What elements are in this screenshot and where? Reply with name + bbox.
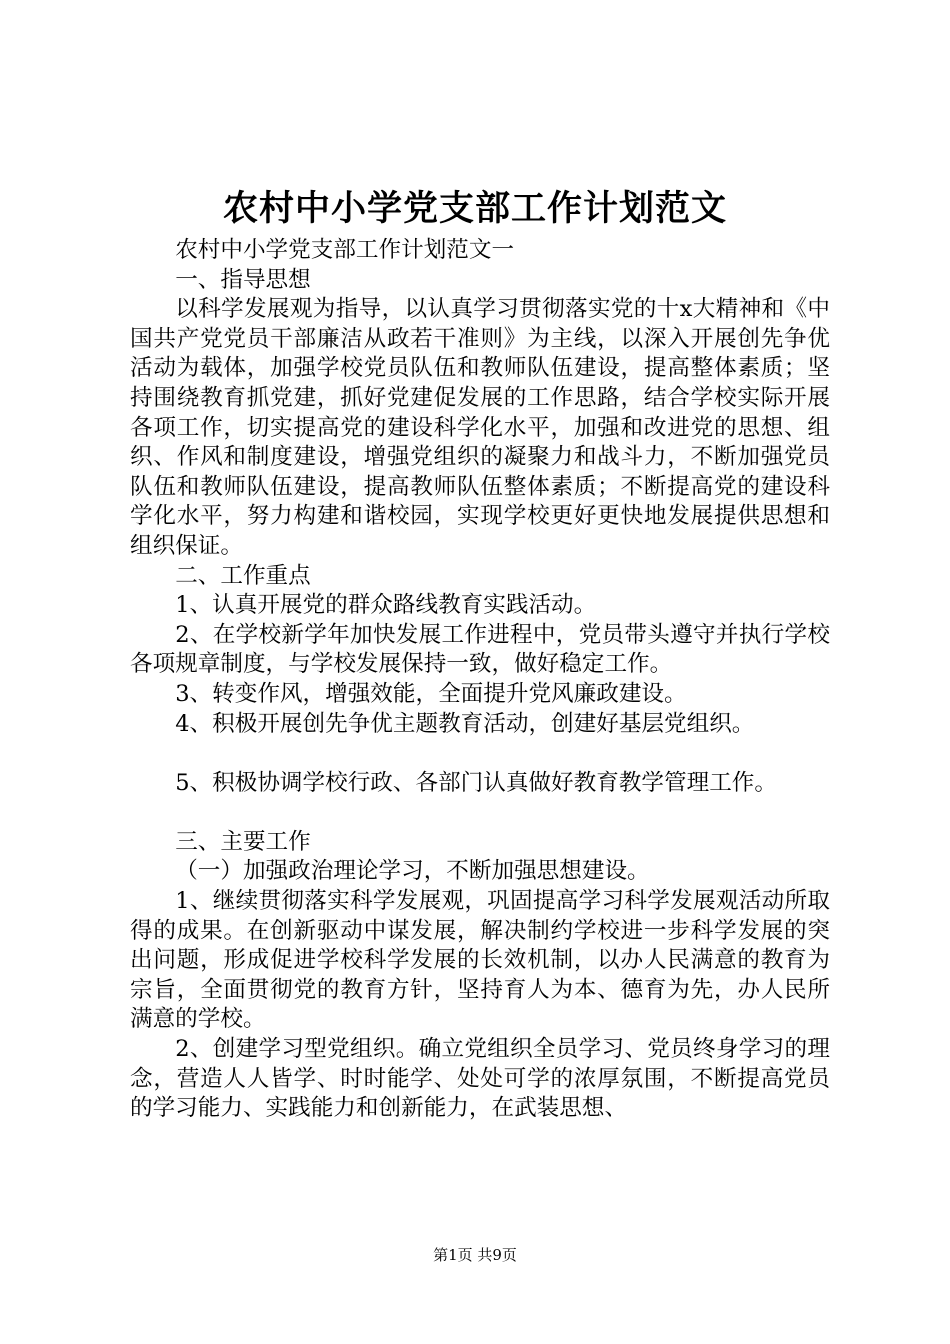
list-item-focus-2: 2、在学校新学年加快发展工作进程中，党员带头遵守并执行学校各项规章制度，与学校发展保持一致，做好稳定工作。 — [130, 621, 830, 678]
list-item-focus-1: 1、认真开展党的群众路线教育实践活动。 — [175, 592, 597, 619]
document-body — [130, 236, 830, 1124]
section-heading-main-work: 三、主要工作 — [175, 828, 311, 855]
list-item-main-1: 1、继续贯彻落实科学发展观，巩固提高学习科学发展观活动所取得的成果。在创新驱动中谋发展，解决制约学校进一步科学发展的突出问题，形成促进学校科学发展的长效机制，以办人民满意的教育为宗旨，全面贯彻党的教育方针，坚持育人为本、德育为先，办人民所满意的学校。 — [130, 888, 830, 1033]
subsection-heading-political-study: （一）加强政治理论学习，不断加强思想建设。 — [175, 858, 650, 885]
list-item-focus-5: 5、积极协调学校行政、各部门认真做好教育教学管理工作。 — [175, 769, 777, 796]
list-item-main-2: 2、创建学习型党组织。确立党组织全员学习、党员终身学习的理念，营造人人皆学、时时能学、处处可学的浓厚氛围，不断提高党员的学习能力、实践能力和创新能力，在武装思想、 — [130, 1036, 830, 1122]
paragraph-guiding-ideology: 以科学发展观为指导，以认真学习贯彻落实党的十x大精神和《中国共产党党员干部廉洁从政若干准则》为主线，以深入开展创先争优活动为载体，加强学校党员队伍和教师队伍建设，提高整体素质；坚持围绕教育抓党建，抓好党建促发展的工作思路，结合学校实际开展各项工作，切实提高党的建设科学化水平，加强和改进党的思想、组织、作风和制度建设，增强党组织的凝聚力和战斗力，不断加强党员队伍和教师队伍建设，提高教师队伍整体素质；不断提高党的建设科学化水平，努力构建和谐校园，实现学校更好更快地发展提供思想和组织保证。 — [130, 296, 830, 559]
page-number-footer: 第1页 共9页 — [433, 1246, 517, 1264]
document-title: 农村中小学党支部工作计划范文 — [222, 188, 727, 229]
list-item-focus-3: 3、转变作风，增强效能，全面提升党风廉政建设。 — [175, 680, 687, 707]
section-heading-work-focus: 二、工作重点 — [175, 562, 311, 589]
paragraph-subtitle: 农村中小学党支部工作计划范文一 — [175, 237, 515, 263]
section-heading-guiding-ideology: 一、指导思想 — [175, 266, 311, 293]
list-item-focus-4: 4、积极开展创先争优主题教育活动，创建好基层党组织。 — [175, 710, 755, 737]
